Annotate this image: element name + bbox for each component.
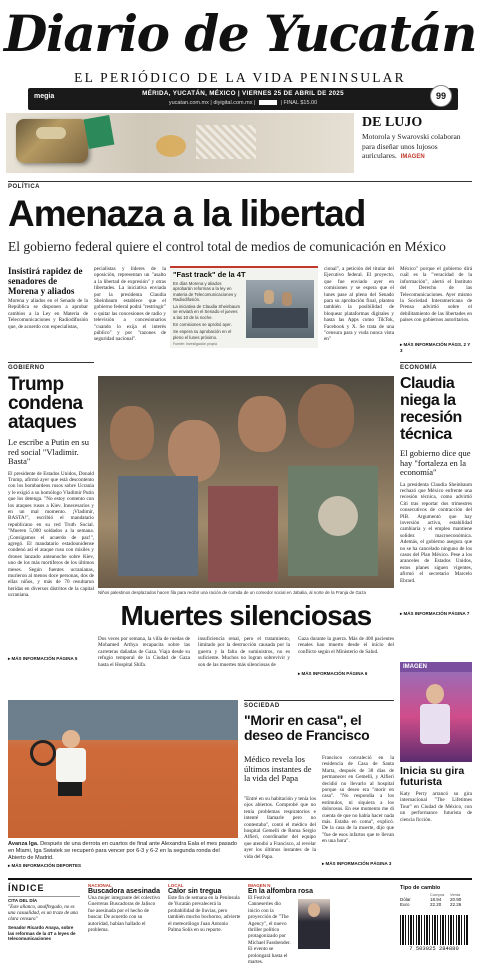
- exchange-title: Tipo de cambio: [400, 885, 441, 891]
- lead-col4-text: cional", a petición del titular del Ejecutivo federal. El proyecto, que fue enviado ayer en comisiones y se espera que el lunes pase al pleno del Senado para su aprobación final, plantea también la posibilidad de bloquear plataformas digitales y hasta las Apps como TikTok, Facebook y X. Se trata de una "censura para y vuda nunca vista en": [324, 266, 394, 343]
- pope-story: [244, 700, 394, 870]
- section-label-sociedad: SOCIEDAD: [244, 700, 394, 709]
- claudia-subhead: El gobierno dice que hay "fortaleza en la economía": [400, 448, 471, 477]
- pope-subhead: Médico revela los últimos instantes de la vida del Papa: [244, 754, 312, 783]
- masthead-bar: [28, 88, 458, 110]
- claudia-more-link[interactable]: ▸ MÁS INFORMACIÓN PÁGINA 7: [400, 611, 472, 617]
- fast-track-item: La iniciativa de Claudia Sheinbaum se enviará en el Senado el jueves a las 10 de la noche.: [173, 304, 241, 320]
- fast-track-photo: [246, 280, 314, 338]
- sports-more-link[interactable]: ▸ MÁS INFORMACIÓN DEPORTES: [8, 863, 81, 869]
- section-label-gobierno: GOBIERNO: [8, 362, 94, 371]
- trump-headline[interactable]: Trump condena ataques: [8, 374, 83, 433]
- right-column-story: [400, 362, 472, 652]
- index-title: ÍNDICE: [8, 883, 45, 893]
- pope-text-1: "Entré en su habitación y tenía los ojos abiertos. Comprobé que no tenía problemas respiratorios e intenté llamarle pero no contestaba", contó el médico del hospital Gemelli de Roma Sergio Alfieri, coordinador del equipo que atendió a Francisco, al revelar ayer los últimos instantes de la vida del Papa.: [244, 796, 316, 860]
- index-headline: En la alfombra rosa: [248, 888, 313, 895]
- quote-text: "Este allanco, analfregado, no es una casualidad, es un trazo de una clara censura": [8, 905, 78, 922]
- headphones-case-graphic: [16, 119, 88, 163]
- masthead-subtitle: EL PERIÓDICO DE LA VIDA PENINSULAR: [74, 70, 406, 85]
- tennis-photo: [8, 700, 238, 838]
- lead-side-text: Morena y aliados en el Senado de la República se disponen a aprobar cambios a la Ley en Materia de Telecomunicaciones y Radiodifusión que, de acuerdo con especialistas,: [8, 298, 88, 330]
- imagen-headline: Inicia su gira futurista: [400, 765, 465, 788]
- left-column-story: [8, 362, 94, 692]
- dateline: MÉRIDA, YUCATÁN, MÉXICO | VIERNES 25 DE ABRIL DE 2025: [142, 90, 344, 97]
- gaza-headline[interactable]: Muertes silenciosas: [120, 600, 372, 631]
- price: | FINAL $15.00: [280, 100, 318, 106]
- exchange-value: 22.26: [450, 902, 462, 907]
- quote-author: Senador Ricardo Anaya, sobre las reformas de la 4T a leyes de telecomunicaciones: [8, 925, 76, 941]
- barcode-number: 7 503025 284880: [409, 945, 459, 952]
- pope-text-2: Francisco convaleció en la residencia de Casa de Santa Marta, después de 38 días de permanecer en Gemelli, y Alfieri decidió no llevarlo al hospital porque su deseo era "morir en casa". "No respondía a los estímulos, ni siquiera a los dolorosos. En ese momento me di cuenta de que no había hacer nada más. Estaba en coma", explicó. De la casa de la muerte, dijo que "fue de esos infartos que te llevan en una hora".: [322, 755, 394, 845]
- sports-story: [8, 700, 238, 870]
- claudia-headline[interactable]: Claudia niega la recesión técnica: [400, 375, 462, 443]
- quote-label: CITA DEL DÍA: [8, 896, 80, 903]
- lead-col2-text: pecialistas y líderes de la oposición, representan un "asalto a la libertad de expresión" y otras libertades. La iniciativa enviada por la presidenta Claudia Sheinbaum establece que el gobierno federal podrá "restringir" o quitar las concesiones de radio y televisión a concesionarios "cuando lo exija el interés público" y por "razones de seguridad nacional".: [94, 266, 166, 343]
- index-text: Este fin de semana en la Península de Yucatán prevalecerá la probabilidad de lluvias, pero también mucho bochorno, advierte el meteorólogo Juan Antonio Palma Solís en su reporte.: [168, 895, 241, 934]
- lead-side-headline[interactable]: Insistirá rapidez de senadores de Morena y aliados: [8, 266, 83, 296]
- fast-track-title: "Fast track" de la 4T: [173, 270, 246, 279]
- sub-brand-name: megia: [34, 93, 55, 100]
- exchange-value: 18.94: [430, 897, 442, 902]
- imagen-tag: IMAGEN: [400, 662, 472, 672]
- index-text: Una mujer integrante del colectivo Guerreras Buscadoras de Jalisco fue asesinada por el hecho de buscar. De acuerdo con su autoridad, habían hallado el problema.: [88, 895, 161, 934]
- promo-banner[interactable]: [6, 113, 474, 173]
- exchange-label: Dólar: [400, 897, 411, 902]
- barcode: [400, 915, 468, 945]
- web-links[interactable]: yucatan.com.mx | diyigital.com.mx |: [168, 100, 256, 106]
- fast-track-item: En comisiones se aprobó ayer.: [173, 322, 232, 328]
- lead-headline[interactable]: Amenaza a la libertad: [8, 193, 366, 234]
- index-block: [8, 883, 80, 942]
- exchange-value: 20.90: [450, 897, 462, 902]
- earbud-graphic: [156, 135, 186, 157]
- edition-number: 99: [435, 91, 446, 101]
- lead-col5-text: México" porque el gobierno dirá cuál es la "veracidad de la información", alertó el Instituto del Derecho de las Telecomunicaciones. Ayer mismo la Sociedad Interamericana de Prensa advirtió sobre el debilitamiento de las libertades en países con gobiernos autoritarios.: [400, 266, 472, 324]
- lead-deck: El gobierno federal quiere el control total de medios de comunicación en México: [8, 239, 446, 254]
- footer: [8, 878, 472, 966]
- fast-track-note: Fuente: Investigación propia: [173, 342, 217, 346]
- trump-text: El presidente de Estados Unidos, Donald Trump, afirmó ayer que está descontento con los bombardeos rusos sobre Ucrania y le exigió a su homólogo Vladimir Putin que los detenga. "No estoy contento con los ataques rusos a Kiev. Innecesarios y en un mal momento. ¡Vladimir, BASTA!", escribió el mandatario republicano en su red Truth Social. "Mueren 5,000 soldados a la semana. ¡Consigamos el acuerdo de paz!", agregó. El mandatario estadounidense condenó así el ataque ruso con misiles y drones lanzado anteanoche sobre Kiev, uno de los más mortíferos de los últimos meses. Según fuentes ucranianas, murieron al menos doce personas, dos de ellas niños, y más de 70 resultaron heridas en diversos distritos de la capital ucraniana.: [8, 470, 94, 599]
- pope-headline[interactable]: "Morir en casa", el deseo de Francisco: [244, 712, 370, 743]
- lead-more-link[interactable]: ▸ MÁS INFORMACIÓN PÁGS. 2 Y 3: [400, 342, 472, 353]
- index-section: LOCAL: [168, 883, 184, 888]
- katy-perry-photo: [400, 672, 472, 762]
- exchange-header: Compra: [430, 892, 445, 897]
- claudia-text: La presidenta Claudia Sheinbaum rechazó que México enfrente una recesión técnica, como advirtió Citi tras reportar dos trimestres consecutivos de contracción del PIB. Argumentó que hay inversión activa, estabilidad cambiaria y el empleo mantiene solidez macroeconómica. Además, el gobierno asegura que no se ha cancelado ninguno de los casos del Plan México. Pese a los aranceles de Estados Unidos, estos planes siguen vigentes, afirmó el secretario Marcelo Ebrard.: [400, 481, 472, 584]
- index-item-nacional[interactable]: [88, 883, 162, 945]
- center-story: [98, 376, 394, 694]
- fast-track-item: Se espera su aprobación en el pleno el lunes próximo.: [173, 329, 232, 340]
- promo-text: Motorola y Swarovski colaboran para diseñar unos lujosos auriculares.: [362, 132, 461, 160]
- masthead-title: Diario de Yucatán: [4, 4, 476, 63]
- promo-image: [6, 113, 354, 173]
- exchange-label: Euro: [400, 902, 410, 907]
- exchange-header: Venta: [450, 892, 461, 897]
- section-label-economia: ECONOMÍA: [400, 362, 472, 371]
- index-item-local[interactable]: [168, 883, 242, 945]
- index-headline: Calor sin tregua: [168, 888, 222, 895]
- gaza-text-3: Gaza durante la guerra. Más de 400 pacientes renales han muerto desde el inicio del conflicto según el Ministerio de Salud.: [298, 636, 394, 655]
- section-label-politica: POLÍTICA: [8, 181, 472, 190]
- headphones-graphic: [36, 127, 66, 139]
- index-item-imagen[interactable]: [248, 883, 328, 966]
- social-icons[interactable]: [259, 100, 277, 105]
- index-text: El Festival Canneseries dio inicio con la proyección de "The Agency", el nuevo thriller político protagonizado por Michael Fassbender. El evento se prolongará hasta el martes.: [248, 895, 291, 966]
- pope-more-link[interactable]: ▸ MÁS INFORMACIÓN PÁGINA 3: [322, 861, 391, 867]
- promo-tag[interactable]: IMAGEN: [400, 154, 425, 160]
- gaza-more-link[interactable]: ▸ MÁS INFORMACIÓN PÁGINA 6: [298, 671, 367, 677]
- promo-title: DE LUJO: [362, 115, 423, 130]
- crystal-graphic: [196, 125, 256, 159]
- edition-badge: [430, 85, 452, 107]
- gaza-caption: Niños palestinos desplazados hacen fila para recibir una ración de comida de un comedor social en Jabalia, al norte de la Franja de Gaza: [98, 590, 366, 595]
- lead-story: [8, 181, 472, 355]
- fast-track-item: En días Morena y aliados aprobarán reformas a la ley en materia de Telecomunicaciones y Radiodifusión.: [173, 281, 237, 302]
- sports-caption: Después de una derrota en cuartos de final ante Alexandra Eala el mes pasado en Miami, Iga Swiatek se recuperó para vencer por 6-3 y 6-2 en la segunda ronda del Abierto de Madrid.: [8, 841, 237, 861]
- fast-track-box: [170, 266, 318, 348]
- imagen-box[interactable]: [400, 662, 472, 858]
- index-section: IMAGEN N: [248, 883, 271, 888]
- green-box-graphic: [84, 115, 115, 149]
- imagen-text: Katy Perry arrancó su gira internacional "The Lifetimes Tour" en Ciudad de México, con un performance futurista de ciencia ficción.: [400, 791, 472, 823]
- exchange-rate-box: [400, 885, 472, 965]
- sports-caption-bold: Avanza Iga.: [8, 841, 39, 847]
- trump-subhead: Le escribe a Putin en su red social "Vladimir. Basta": [8, 437, 89, 466]
- gaza-photo: [98, 376, 394, 588]
- index-section: NACIONAL: [88, 883, 112, 888]
- fassbender-photo: [298, 899, 330, 949]
- trump-more-link[interactable]: ▸ MÁS INFORMACIÓN PÁGINA 5: [8, 656, 94, 662]
- index-headline: Buscadora asesinada: [88, 888, 160, 895]
- gaza-text-1: Dos veces por semana, la villa de ruedas de Mohamed Arthya recapacita sobre las carreteras dañadas de Gaza. Viaja desde su refugio temporal de la Ciudad de Gaza hasta el Hospital Shifa.: [98, 636, 190, 668]
- gaza-text-2: insuficiencia renal, pero el tratamiento, limitado por la destrucción causada por la guerra y la falta de suministros, no es suficiente. Muchos no logran sobrevivir y son de las muertes más silenciosas de: [198, 636, 290, 668]
- exchange-value: 22.20: [430, 902, 442, 907]
- masthead: [0, 0, 480, 112]
